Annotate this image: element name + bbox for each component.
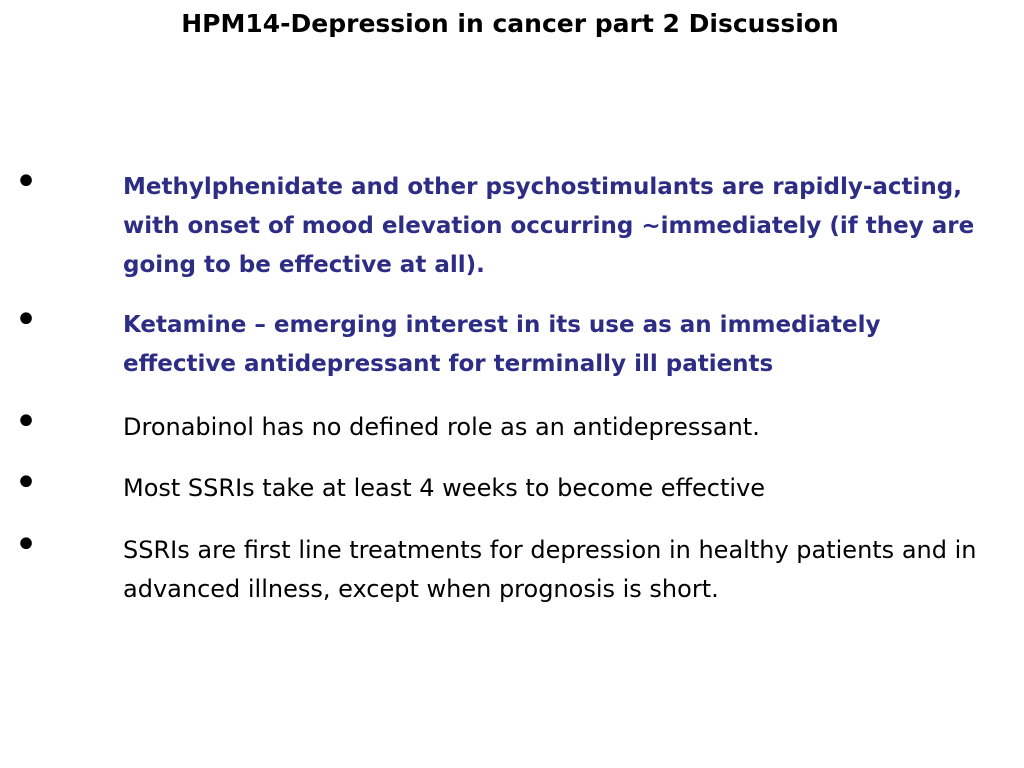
bullet-text: Most SSRIs take at least 4 weeks to become effective [123, 474, 766, 502]
bullet-item-dronabinol [14, 399, 994, 447]
bullet-text: Dronabinol has no defined role as an antidepressant. [123, 413, 760, 441]
bullet-text: Methylphenidate and other psychostimulants are rapidly-acting, with onset of mood elevation occurring ~immediately (if they are going to be effective at all). [123, 174, 975, 278]
bullet-item-methylphenidate [14, 159, 994, 285]
bullet-text: SSRIs are first line treatments for depression in healthy patients and in advanced illness, except when prognosis is short. [123, 536, 977, 603]
bullet-dot-icon: • [14, 399, 38, 445]
bullet-text: Ketamine – emerging interest in its use as an immediately effective antidepressant for terminally ill patients [123, 312, 881, 377]
slide-title: HPM14-Depression in cancer part 2 Discussion [181, 9, 839, 38]
bullet-item-ssri-onset [14, 460, 994, 508]
bullet-item-ketamine [14, 297, 994, 384]
bullet-item-ssri-first-line [14, 522, 994, 609]
bullet-dot-icon: • [14, 297, 38, 343]
bullet-dot-icon: • [14, 159, 38, 205]
bullet-dot-icon: • [14, 460, 38, 506]
bullet-dot-icon: • [14, 522, 38, 568]
